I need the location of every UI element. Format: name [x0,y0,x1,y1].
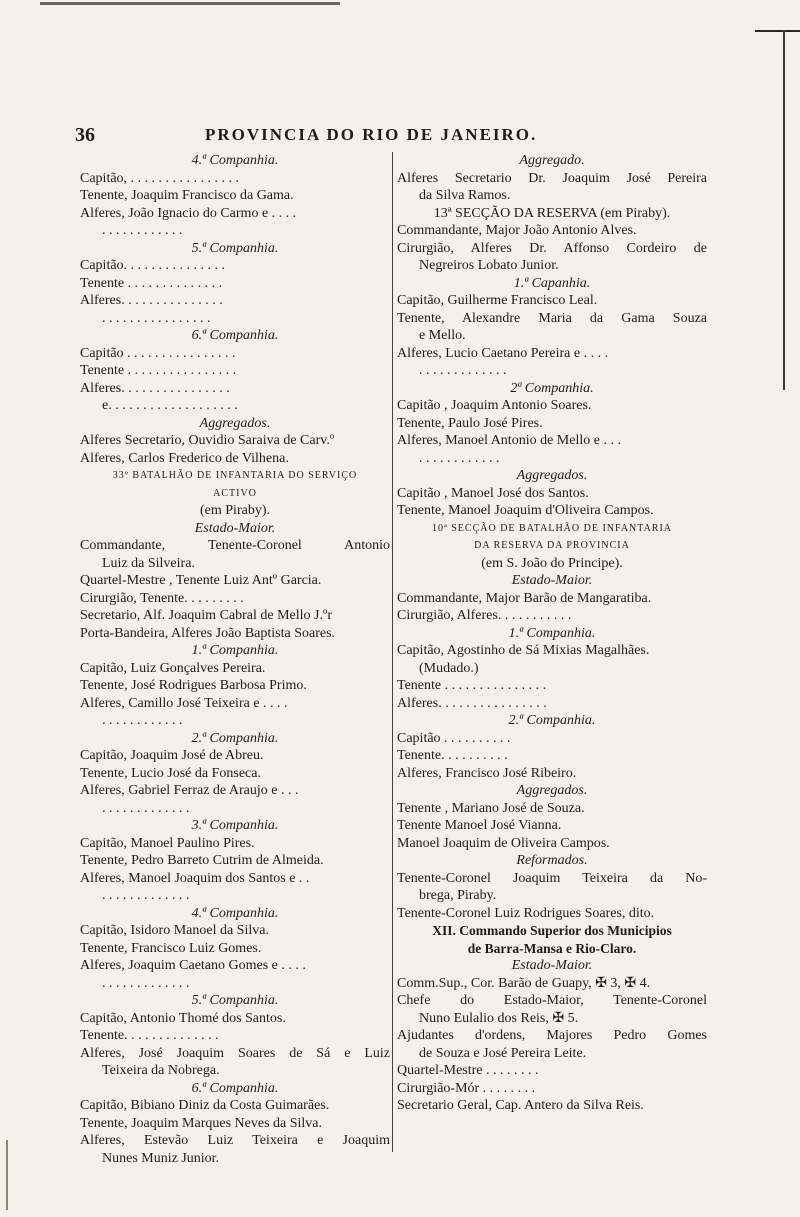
text-line: 2.ª Companhia. [191,730,279,746]
text-line: Tenente, Francisco Luiz Gomes. [80,940,262,956]
text-line: Alferes, Manoel Antonio de Mello e . . . [397,433,621,448]
text-line: Estado-Maior. [194,520,276,536]
text-line: Cirurgião-Mór . . . . . . . . [397,1080,536,1096]
text-line: Tenente, Manoel Joaquim d'Oliveira Campos. [397,503,654,518]
text-line: Alferes, Francisco José Ribeiro. [397,765,577,781]
column-divider [392,152,393,1152]
text-line: Alferes. . . . . . . . . . . . . . . . [80,380,230,396]
text-line: Commandante, Major Barão de Mangaratiba. [397,590,652,606]
text-line: Capitão, Luiz Gonçalves Pereira. [80,660,266,676]
scan-edge-top [40,2,340,5]
text-line: Reformados. [516,853,588,868]
text-line: Alferes, Camillo José Teixeira e . . . . [80,695,288,711]
text-line: Quartel-Mestre , Tenente Luiz Antº Garcia. [80,573,322,588]
text-line: 5.ª Companhia. [191,240,279,256]
text-line: Capitão, Isidoro Manoel da Silva. [80,923,269,938]
text-line: Tenente , Mariano José de Souza. [397,800,585,816]
text-line: (Mudado.) [419,660,479,676]
text-line: Luiz da Silveira. [102,555,195,571]
text-line: Capitão, . . . . . . . . . . . . . . . . [80,170,240,186]
text-line: Capitão , Manoel José dos Santos. [397,485,589,501]
text-line: Tenente, Alexandre Maria da Gama Souza [397,310,707,326]
text-line: Commandante, Tenente-Coronel Antonio [80,538,390,553]
text-line: Tenente-Coronel Joaquim Teixeira da No- [397,870,707,886]
text-line: Tenente . . . . . . . . . . . . . . . . [80,363,237,378]
text-line: Teixeira da Nobrega. [102,1063,220,1078]
text-line: Negreiros Lobato Junior. [419,258,559,273]
text-line: 1.ª Capanhia. [513,275,591,291]
text-line: Tenente-Coronel Luiz Rodrigues Soares, dito. [397,905,655,921]
text-line: . . . . . . . . . . . . . . . . [102,310,211,326]
text-line: Quartel-Mestre . . . . . . . . [397,1063,539,1078]
text-line: Chefe do Estado-Maior, Tenente-Coronel [397,993,707,1008]
text-line: Cirurgião, Alferes. . . . . . . . . . . [397,608,572,623]
text-line: Alferes. . . . . . . . . . . . . . . [80,293,223,308]
text-line: Alferes, Manoel Joaquim dos Santos e . . [80,870,310,886]
text-line: (em Piraby). [200,503,270,518]
text-line: . . . . . . . . . . . . [102,223,183,238]
text-line: Alferes, José Joaquim Soares de Sá e Luiz [80,1045,390,1061]
text-line: Aggregados. [516,783,588,798]
text-line: da Silva Ramos. [419,188,511,203]
scan-edge-mark [745,30,800,48]
text-line: Tenente . . . . . . . . . . . . . . . [397,678,547,693]
text-line: Tenente, José Rodrigues Barbosa Primo. [80,678,307,693]
text-line: Secretario, Alf. Joaquim Cabral de Mello J.ºr [80,608,332,623]
page-header [75,122,715,148]
text-line: Capitão. . . . . . . . . . . . . . . [80,258,226,273]
text-line: Tenente . . . . . . . . . . . . . . [80,275,223,291]
text-line: 33º BATALHÃO DE INFANTARIA DO SERVIÇO [112,470,358,481]
page-title: PROVINCIA DO RIO DE JANEIRO. [205,125,538,144]
text-line: 1.ª Companhia. [508,625,596,641]
text-line: Capitão, Agostinho de Sá Mixias Magalhães. [397,643,650,658]
text-line: Aggregados. [199,415,271,431]
text-line: Nuno Eulalio dos Reis, ✠ 5. [419,1010,579,1026]
text-line: Comm.Sup., Cor. Barão de Guapy, ✠ 3, ✠ 4. [397,975,651,991]
text-line: . . . . . . . . . . . . [419,450,500,466]
text-line: Cirurgião, Alferes Dr. Affonso Cordeiro de [397,240,707,256]
text-line: 4.ª Companhia. [191,153,279,168]
text-line: Alferes Secretario Dr. Joaquim José Pereira [397,170,707,186]
text-line: Alferes Secretario, Ouvidio Saraiva de Carv.º [80,433,335,448]
text-line: 5.ª Companhia. [191,993,279,1008]
text-line: . . . . . . . . . . . . . [102,975,190,991]
text-line: de Souza e José Pereira Leite. [419,1045,587,1061]
text-line: DA RESERVA DA PROVINCIA [474,540,630,551]
text-line: Alferes, Carlos Frederico de Vilhena. [80,450,289,466]
text-line: Capitão, Manoel Paulino Pires. [80,835,255,851]
text-line: Alferes, João Ignacio do Carmo e . . . . [80,205,297,221]
text-line: . . . . . . . . . . . . . [102,800,190,816]
text-line: Nunes Muniz Junior. [102,1150,220,1166]
text-line: Tenente, Lucio José da Fonseca. [80,765,261,781]
text-line: brega, Piraby. [419,888,497,903]
text-line: Ajudantes d'ordens, Majores Pedro Gomes [397,1028,707,1043]
page-number: 36 [75,123,95,146]
text-line: Capitão, Bibiano Diniz da Costa Guimarães. [80,1098,330,1113]
text-line: 6.ª Companhia. [191,1080,279,1096]
text-line: Tenente, Joaquim Francisco da Gama. [80,188,294,203]
left-column [80,152,390,1167]
text-line: . . . . . . . . . . . . . [419,363,507,378]
text-line: Aggregados. [516,468,588,483]
text-line: Secretario Geral, Cap. Antero da Silva Reis. [397,1098,644,1113]
text-line: Tenente, Joaquim Marques Neves da Silva. [80,1115,323,1131]
text-line: Tenente, Paulo José Pires. [397,415,543,431]
text-line: . . . . . . . . . . . . [102,713,183,728]
text-line: Tenente. . . . . . . . . . . . . . [80,1028,219,1043]
text-line: Aggregado. [519,153,585,168]
text-line: 10ª SECÇÃO DE BATALHÃO DE INFANTARIA [431,522,673,534]
text-line: Capitão , Joaquim Antonio Soares. [397,398,592,413]
text-line: 1.ª Companhia. [191,643,279,658]
text-line: ACTIVO [213,487,257,499]
text-line: 4.ª Companhia. [191,905,279,921]
text-line: Estado-Maior. [511,573,593,588]
text-line: 3.ª Companhia. [191,818,279,833]
text-line: Estado-Maior. [511,958,593,973]
right-column [397,152,707,1115]
text-line: 2ª Companhia. [510,380,594,396]
text-line: Alferes, Lucio Caetano Pereira e . . . . [397,345,609,361]
text-line: e. . . . . . . . . . . . . . . . . . . [102,398,238,413]
text-line: Capitão, Joaquim José de Abreu. [80,748,264,763]
text-line: Manoel Joaquim de Oliveira Campos. [397,835,610,851]
text-line: Alferes, Joaquim Caetano Gomes e . . . . [80,958,306,973]
text-line: Porta-Bandeira, Alferes João Baptista Soares. [80,625,336,641]
text-line: de Barra-Mansa e Rio-Claro. [467,940,637,956]
text-line: e Mello. [419,328,466,343]
text-line: 13ª SECÇÃO DA RESERVA (em Piraby). [433,205,671,221]
text-line: Capitão . . . . . . . . . . [397,730,511,746]
text-line: Capitão . . . . . . . . . . . . . . . . [80,345,236,361]
scan-edge-left [6,1140,8,1210]
text-line: 2.ª Companhia. [508,713,596,728]
text-line: Cirurgião, Tenente. . . . . . . . . [80,590,244,606]
text-line: XII. Commando Superior dos Municipios [432,923,672,938]
text-line: Commandante, Major João Antonio Alves. [397,223,637,238]
text-line: Alferes, Estevão Luiz Teixeira e Joaquim [80,1133,390,1148]
text-line: Tenente Manoel José Vianna. [397,818,562,833]
text-line: Alferes, Gabriel Ferraz de Araujo e . . . [80,783,299,798]
text-line: (em S. João do Principe). [481,555,623,571]
text-line: . . . . . . . . . . . . . [102,888,190,903]
text-line: 6.ª Companhia. [191,328,279,343]
text-line: Capitão, Guilherme Francisco Leal. [397,293,598,308]
text-line: Capitão, Antonio Thomé dos Santos. [80,1010,286,1026]
text-line: Alferes. . . . . . . . . . . . . . . . [397,695,547,711]
text-line: Tenente, Pedro Barreto Cutrim de Almeida. [80,853,324,868]
text-line: Tenente. . . . . . . . . . [397,748,508,763]
